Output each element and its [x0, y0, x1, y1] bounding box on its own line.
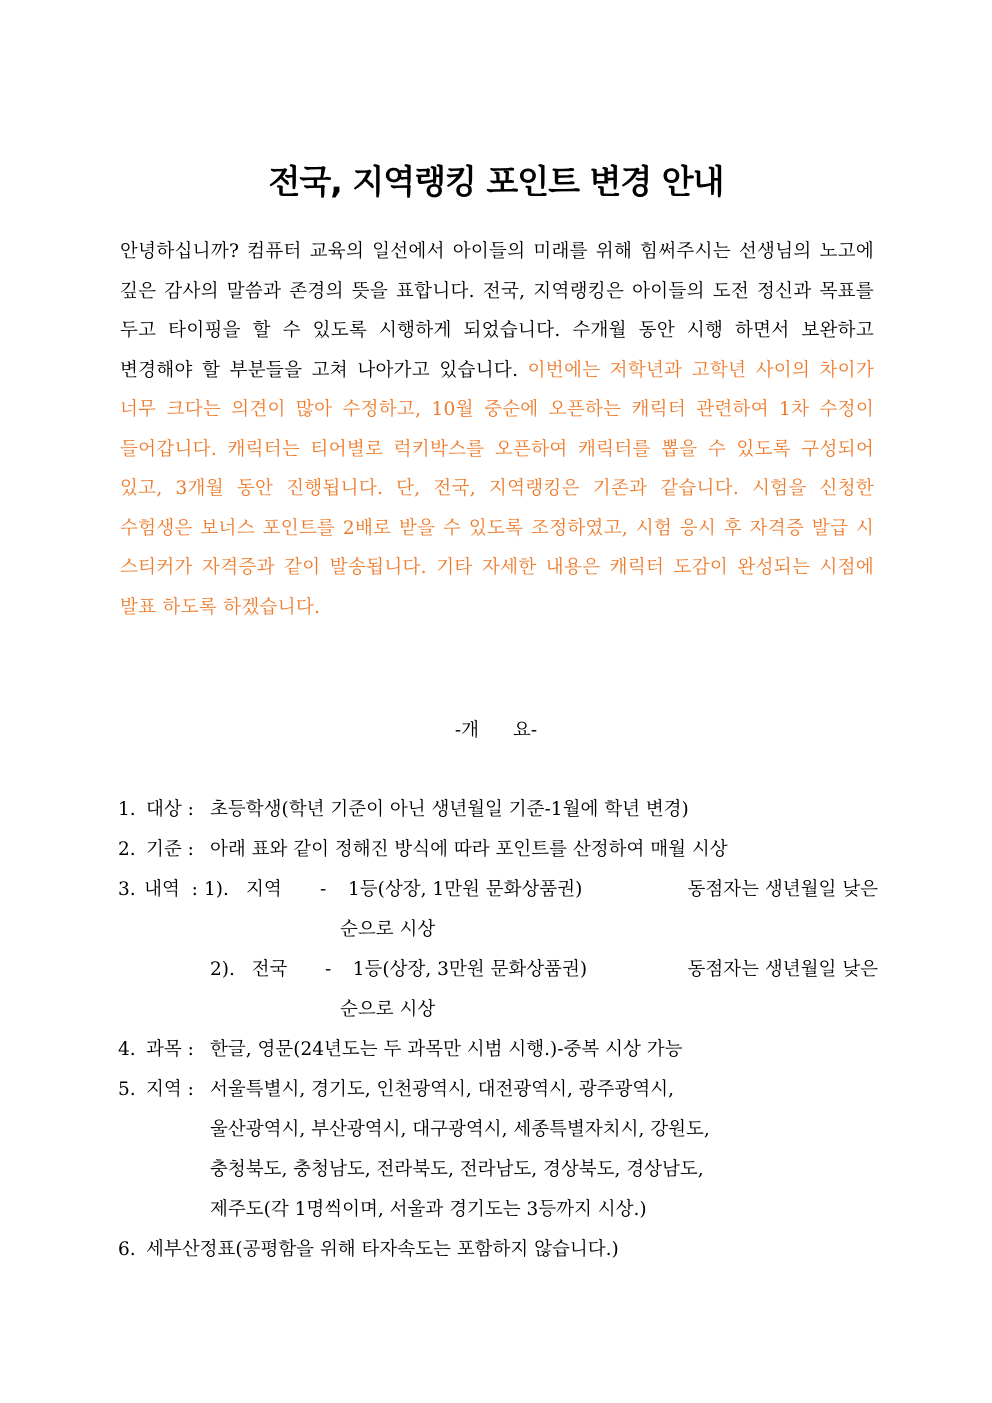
item-label: 기준 :	[146, 839, 194, 860]
region-line: 울산광역시, 부산광역시, 대구광역시, 세종특별자치시, 강원도,	[210, 1119, 710, 1140]
page-title: 전국, 지역랭킹 포인트 변경 안내	[268, 162, 724, 201]
list-item-criteria	[118, 830, 878, 870]
award-regional	[204, 870, 878, 910]
region-line: 제주도(각 1명씩이며, 서울과 경기도는 3등까지 시상.)	[210, 1199, 647, 1220]
award-national	[118, 950, 878, 990]
award-regional-cont: 순으로 시상	[340, 919, 436, 940]
award-number: 1).	[204, 879, 229, 900]
item-text: 한글, 영문(24년도는 두 과목만 시범 시행.)-중복 시상 가능	[210, 1039, 683, 1060]
award-desc: 1등(상장, 3만원 문화상품권) 동점자는 생년월일 낮은	[352, 959, 878, 980]
award-national-cont: 순으로 시상	[340, 999, 436, 1020]
intro-text: 안녕하십니까? 컴퓨터 교육의 일선에서 아이들의 미래를 위해 힘써주시는 선생님의 노고에 깊은 감사의 말씀과 존경의 뜻을 표합니다. 전국, 지역랭킹은 아이들의 도전 정신과 목표를 두고 타이핑을 할 수 있도록 시행하게 되었습니다. 수개월 동안 시행 하면서 보완하고 변경해야 할 부분들을 고쳐 나아가고 있습니다.	[120, 241, 874, 381]
list-item-region	[118, 1070, 878, 1110]
list-item-target	[118, 790, 878, 830]
item-number: 4.	[118, 1039, 136, 1060]
award-region: 전국	[251, 959, 288, 980]
award-region: 지역	[246, 879, 282, 900]
item-label: 지역 :	[146, 1079, 194, 1100]
item-label: 대상 :	[146, 799, 194, 820]
item-number: 2.	[118, 839, 136, 860]
overview-heading	[0, 716, 992, 746]
award-dash: -	[320, 879, 327, 900]
item-number: 3.	[118, 879, 136, 900]
award-desc: 1등(상장, 1만원 문화상품권) 동점자는 생년월일 낮은	[348, 879, 878, 900]
overview-heading-right: 요-	[513, 720, 538, 741]
region-line: 충청북도, 충청남도, 전라북도, 전라남도, 경상북도, 경상남도,	[210, 1159, 704, 1180]
item-text: 초등학생(학년 기준이 아닌 생년월일 기준-1월에 학년 변경)	[210, 799, 689, 820]
intro-highlight-text: 이번에는 저학년과 고학년 사이의 차이가 너무 크다는 의견이 많아 수정하고, 10월 중순에 오픈하는 캐릭터 관련하여 1차 수정이 들어갑니다. 캐릭터는 티어별로 럭키박스를 오픈하여 캐릭터를 뽑을 수 있도록 구성되어 있고, 3개월 동안 진행됩니다. 단, 전국, 지역랭킹은 기존과 같습니다. 시험을 신청한 수험생은 보너스 포인트를 2배로 받을 수 있도록 조정하였고, 시험 응시 후 자격증 발급 시 스티커가 자격증과 같이 발송됩니다. 기타 자세한 내용은 캐릭터 도감이 완성되는 시점에 발표 하도록 하겠습니다.	[120, 359, 874, 618]
item-label: 과목 :	[146, 1039, 194, 1060]
region-line: 서울특별시, 경기도, 인천광역시, 대전광역시, 광주광역시,	[210, 1079, 674, 1100]
item-number: 6.	[118, 1239, 136, 1260]
list-item-subject	[118, 1030, 878, 1070]
award-number: 2).	[210, 959, 235, 980]
overview-heading-left: -개	[454, 720, 479, 741]
item-number: 5.	[118, 1079, 136, 1100]
intro-paragraph	[120, 232, 874, 627]
item-text: 아래 표와 같이 정해진 방식에 따라 포인트를 산정하여 매월 시상	[210, 839, 728, 860]
item-label: 내역 :	[144, 879, 198, 900]
award-dash: -	[324, 959, 332, 980]
list-item-details	[118, 870, 878, 910]
item-text: 세부산정표(공평함을 위해 타자속도는 포함하지 않습니다.)	[146, 1239, 619, 1260]
list-item-score-table	[118, 1230, 878, 1270]
item-number: 1.	[118, 799, 136, 820]
overview-list	[118, 790, 878, 1270]
